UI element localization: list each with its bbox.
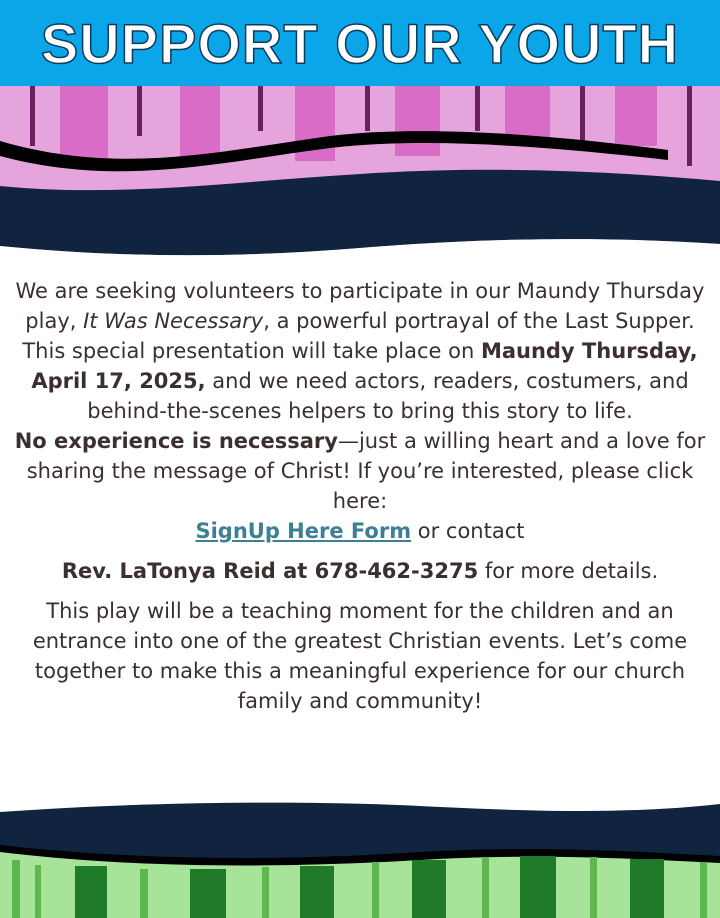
or-contact-text: or contact <box>411 519 525 543</box>
play-title: It Was Necessary <box>83 309 264 333</box>
pink-block <box>615 86 657 146</box>
green-stripe <box>590 857 597 918</box>
contact-details-text: for more details. <box>478 559 659 583</box>
green-block <box>300 866 334 918</box>
top-decorative-art <box>0 86 720 276</box>
green-block <box>75 866 107 918</box>
pink-block <box>60 86 108 166</box>
purple-stripe <box>30 86 35 146</box>
page-title: SUPPORT OUR YOUTH <box>40 11 680 75</box>
signup-line <box>10 516 710 546</box>
contact-name-phone: Rev. LaTonya Reid at 678-462-3275 <box>61 559 479 583</box>
contact-line <box>10 556 710 586</box>
purple-stripe <box>137 86 142 136</box>
header-banner <box>0 0 720 86</box>
intro-text: We are seeking volunteers to participate in our Maundy Thursday play, <box>15 279 705 333</box>
signup-form-link[interactable]: SignUp Here Form <box>195 519 412 543</box>
pink-block <box>180 86 220 161</box>
green-block <box>630 859 664 918</box>
experience-text: —just a willing heart and a love for sharing the message of Christ! If you’re interested, please click here: <box>26 429 706 513</box>
bottom-decorative-art <box>0 790 720 918</box>
experience-paragraph <box>10 426 710 516</box>
purple-stripe <box>475 86 480 131</box>
purple-stripe <box>687 86 692 166</box>
closing-paragraph: This play will be a teaching moment for the children and an entrance into one of the greatest Christian events. Let’s come together to make this a meaningful experience for our church family and community! <box>32 599 688 713</box>
body-text <box>10 276 710 716</box>
green-stripe <box>482 857 489 918</box>
green-block <box>190 869 226 918</box>
purple-stripe <box>580 86 585 146</box>
event-date: Maundy Thursday, April 17, 2025, <box>31 339 698 393</box>
green-stripe <box>140 869 148 918</box>
intro-paragraph <box>10 276 710 426</box>
pink-block <box>395 86 440 156</box>
no-experience-text: No experience is necessary <box>14 429 338 453</box>
green-stripe <box>35 865 41 918</box>
intro-text-end: and we need actors, readers, costumers, and behind-the-scenes helpers to bring this story to life. <box>87 369 689 423</box>
green-stripe <box>262 867 269 918</box>
green-block <box>412 860 446 918</box>
green-stripe <box>700 862 707 918</box>
intro-text-mid: , a powerful portrayal of the Last Supper. This special presentation will take place on <box>22 309 695 363</box>
green-block <box>520 856 556 918</box>
green-stripe <box>372 862 379 918</box>
green-stripe <box>12 860 20 918</box>
purple-stripe <box>365 86 370 131</box>
purple-stripe <box>258 86 263 131</box>
